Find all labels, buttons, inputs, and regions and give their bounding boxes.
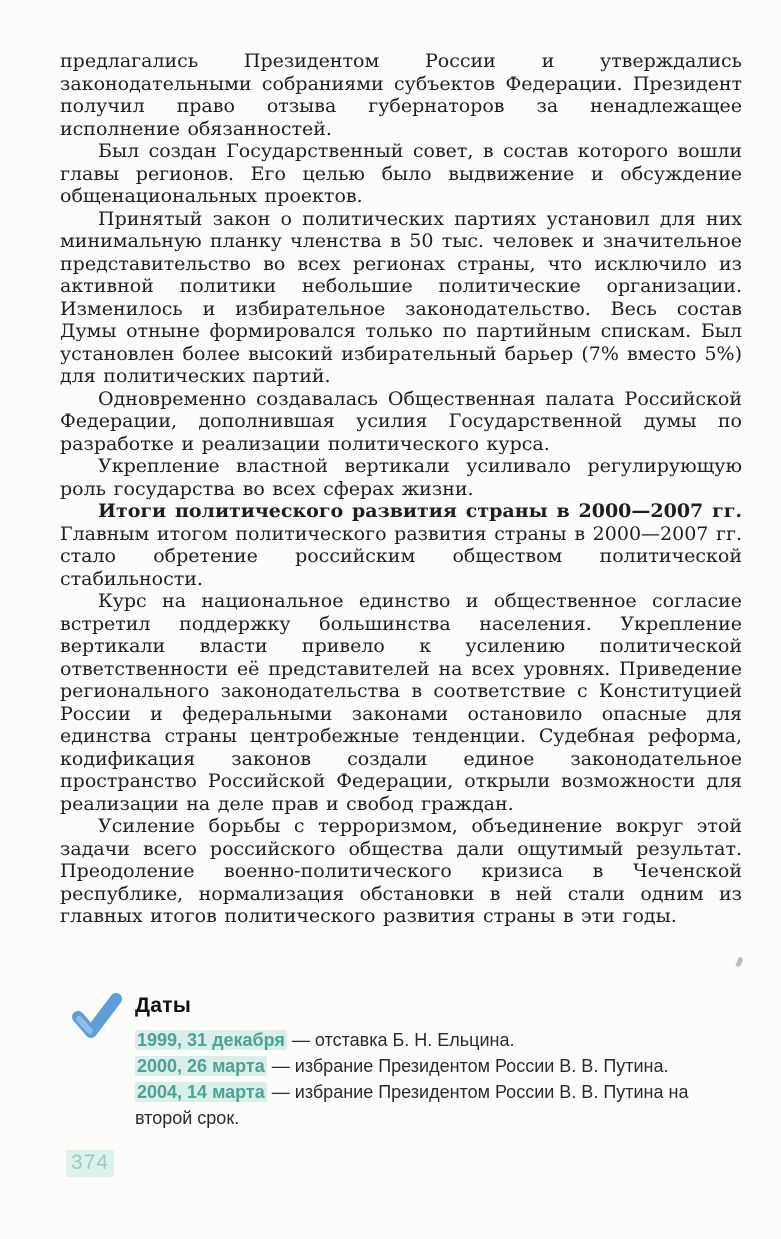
date-event: — отставка Б. Н. Ельцина. [291,1030,515,1050]
date-value: 2004, 14 марта [137,1082,265,1102]
scan-speck [735,956,744,967]
date-value: 1999, 31 декабря [137,1030,285,1050]
dates-heading: Даты [135,994,192,1017]
date-item [135,1027,743,1053]
checkmark-icon [70,992,124,1042]
date-item [135,1079,743,1131]
date-item [135,1053,743,1079]
paragraph: Одновременно создавалась Общественная палата Российской Федерации, дополнившая усилия Государственной думы по разработке и реализации политического курса. [60,387,742,455]
paragraph: предлагались Президентом России и утверждались законодательными собраниями субъектов Федерации. Президент получил право отзыва губернаторов за ненадлежащее исполнение обязанностей. [60,50,742,140]
paragraph-text: Главным итогом политического развития страны в 2000—2007 гг. стало обретение российским обществом политической стабильности. [60,522,742,590]
date-event: — избрание Президентом России В. В. Путина на второй срок. [135,1082,689,1128]
dates-list [135,1027,743,1131]
date-value: 2000, 26 марта [137,1056,265,1076]
paragraph: Был создан Государственный совет, в состав которого вошли главы регионов. Его целью было выдвижение и обсуждение общенациональных проектов. [60,140,742,207]
page-number: 374 [66,1150,114,1177]
paragraph: Усиление борьбы с терроризмом, объединение вокруг этой задачи всего российского общества дали ощутимый результат. Преодоление военно-политического кризиса в Чеченской республике, нормализация обстановки в ней стали одним из главных итогов политического развития страны в эти годы. [60,815,742,927]
inline-bold-heading: Итоги политического развития страны в 2000—2007 гг. [98,500,742,522]
paragraph: Принятый закон о политических партиях установил для них минимальную планку членства в 50 тыс. человек и значительное представительство во всех регионах страны, что исключило из активной политики небольшие политические организации. Изменилось и избирательное законодательство. Весь состав Думы отныне формировался только по партийным спискам. Был установлен более высокий избирательный барьер (7% вместо 5%) для политических партий. [60,207,742,387]
paragraph-results-heading [60,500,742,590]
dates-section [60,994,750,1131]
date-event: — избрание Президентом России В. В. Путина. [271,1056,669,1076]
paragraph: Укрепление властной вертикали усиливало регулирующую роль государства во всех сферах жизни. [60,455,742,500]
paragraph: Курс на национальное единство и общественное согласие встретил поддержку большинства населения. Укрепление вертикали власти привело к усилению политической ответственности её представителей на всех уровнях. Приведение регионального законодательства в соответствие с Конституцией России и федеральными законами остановило опасные для единства страны центробежные тенденции. Судебная реформа, кодификация законов создали единое законодательное пространство Российской Федерации, открыли возможности для реализации на деле прав и свобод граждан. [60,590,742,815]
body-text [60,50,742,928]
